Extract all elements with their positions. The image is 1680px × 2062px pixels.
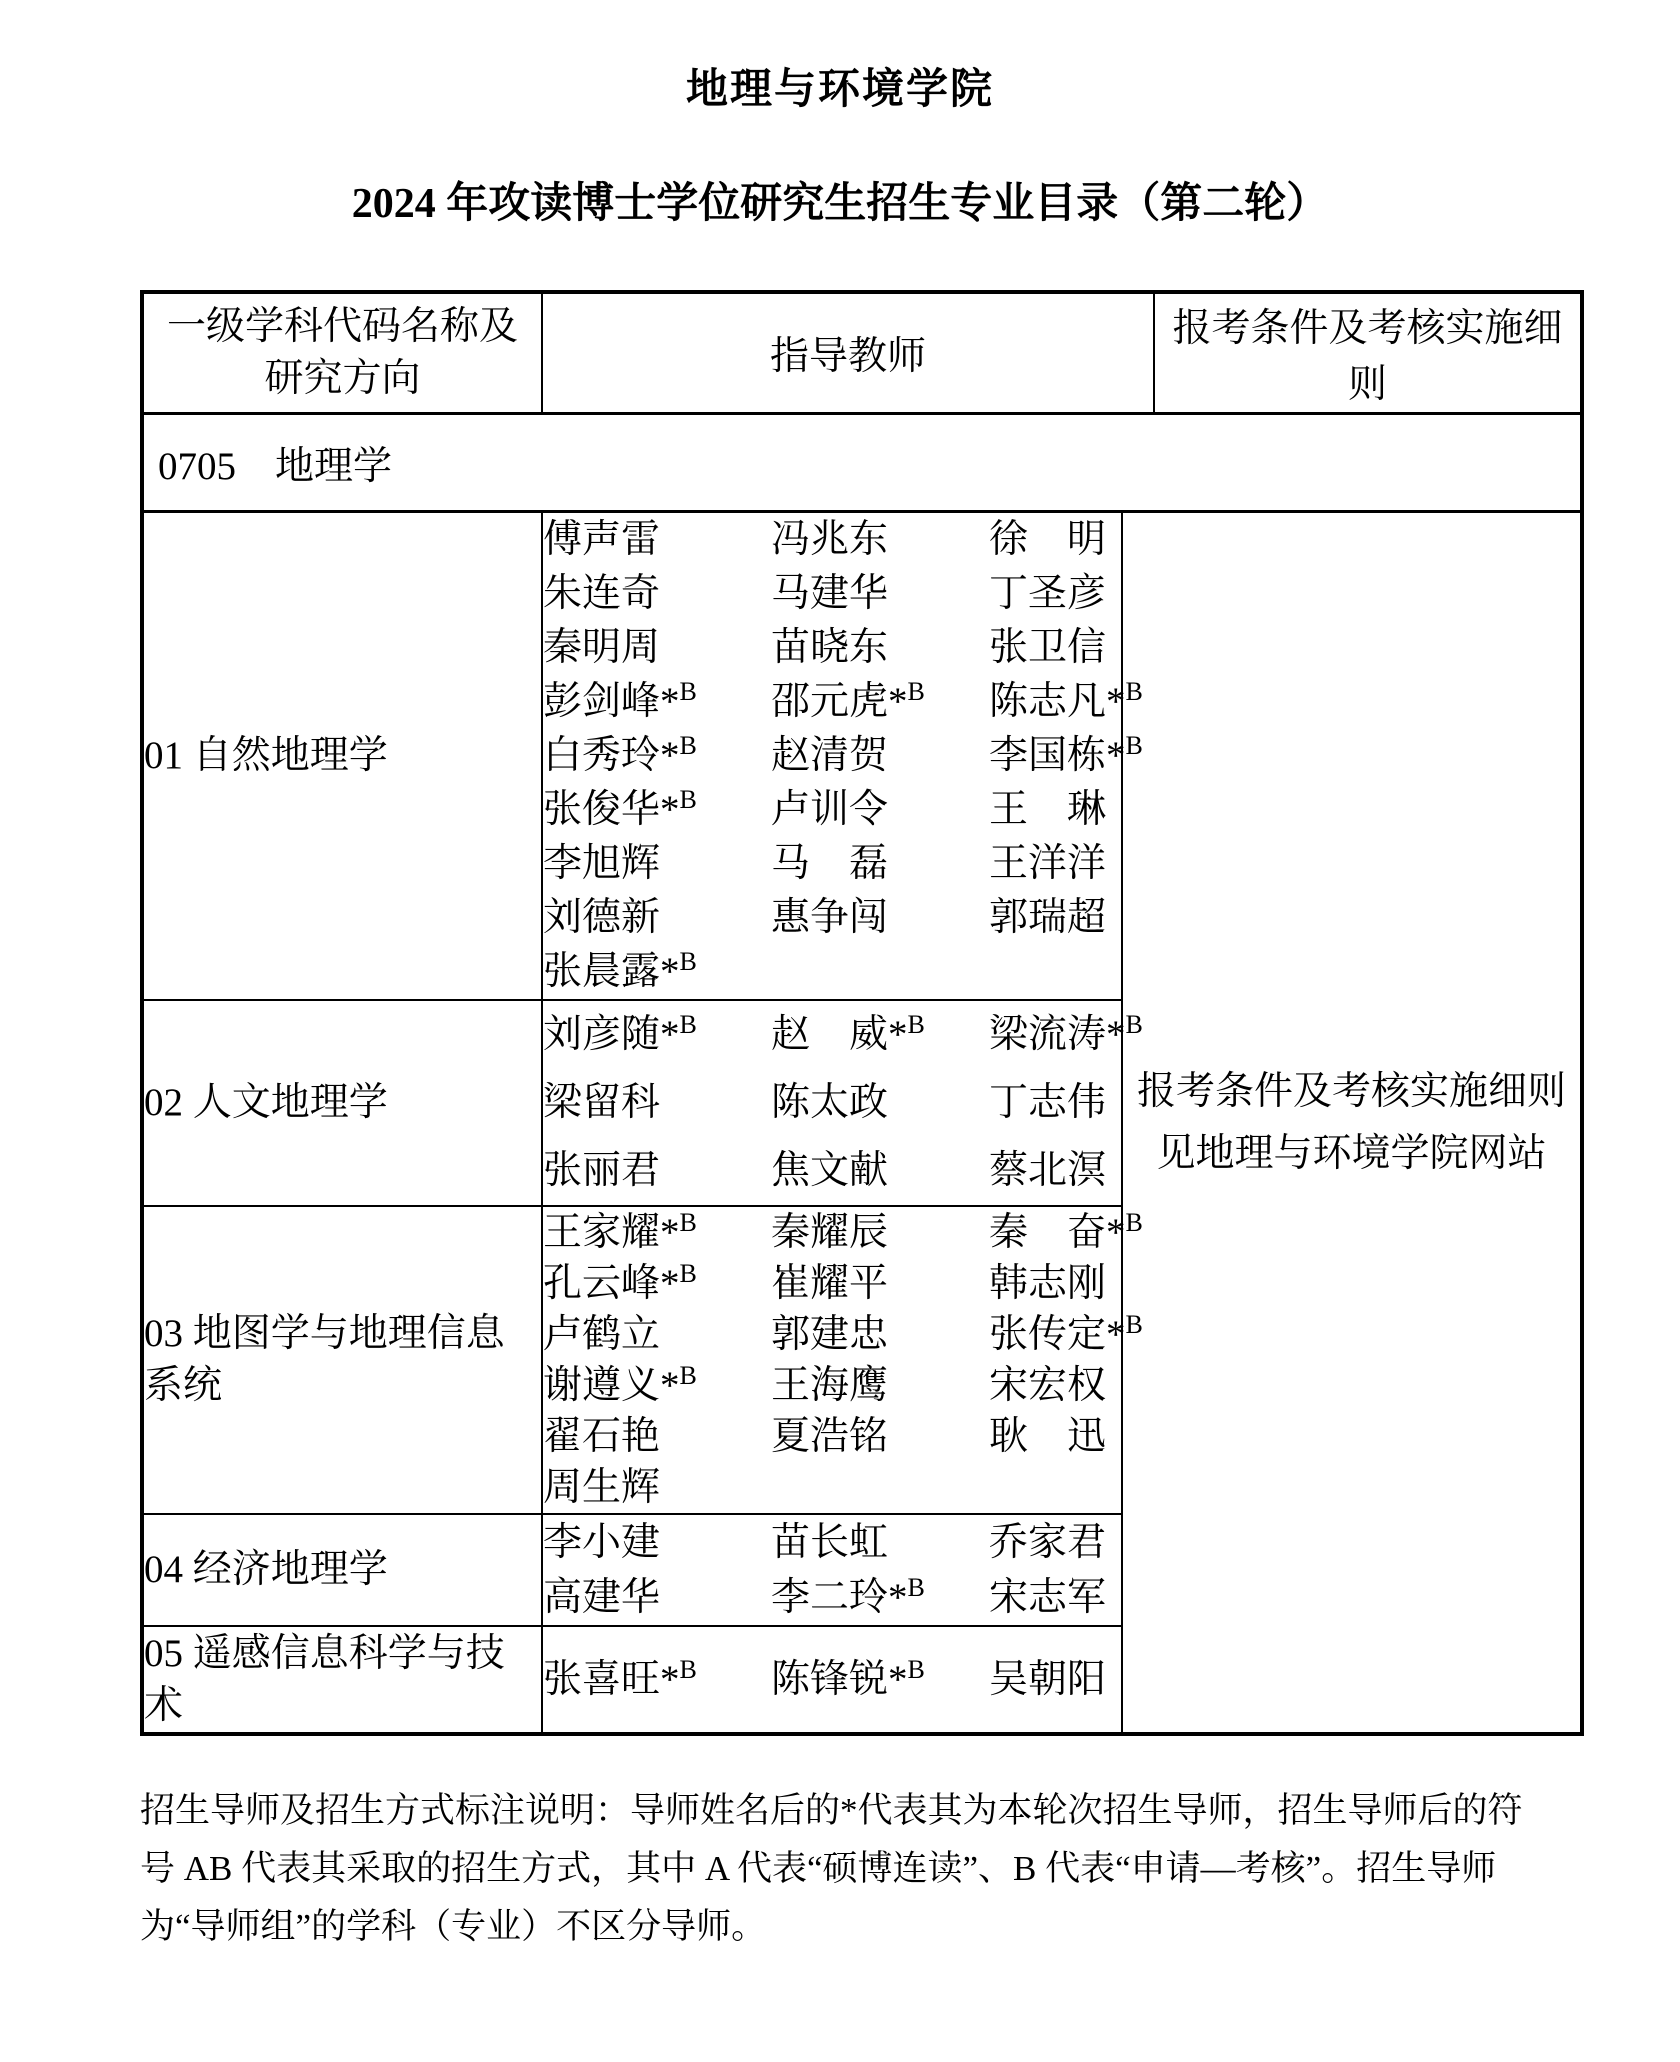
advisor-name: 梁流涛*$^B$ (989, 1010, 1143, 1056)
table-header-row (142, 292, 1582, 414)
advisor-name: 赵清贺 (771, 734, 889, 777)
advisor-name: 王海鹰 (771, 1364, 889, 1407)
footnote-line: 招生导师及招生方式标注说明：导师姓名后的*代表其为本轮次招生导师，招生导师后的符 (140, 1791, 1523, 1830)
advisor-name: 张丽君 (543, 1149, 661, 1192)
advisor-name: 耿 迅 (989, 1415, 1107, 1458)
advisor-mode-mark: *$^B$ (888, 1655, 925, 1701)
advisor-mode-mark: *$^B$ (660, 1655, 697, 1701)
advisor-mode-mark: *$^B$ (1106, 1310, 1143, 1356)
document-page (0, 60, 1680, 2062)
advisor-mode-mark: *$^B$ (1106, 731, 1143, 777)
advisor-name: 郭建忠 (771, 1313, 889, 1356)
section-row (142, 512, 1582, 1001)
advisor-name: 秦耀辰 (771, 1211, 889, 1254)
advisor-name: 陈太政 (771, 1081, 889, 1124)
advisor-name: 孔云峰*$^B$ (543, 1259, 697, 1305)
advisor-name: 翟石艳 (543, 1415, 661, 1458)
advisor-name: 吴朝阳 (989, 1658, 1107, 1701)
advisor-name: 乔家君 (989, 1521, 1107, 1564)
advisor-name: 丁圣彦 (989, 572, 1107, 615)
advisor-mode-mark: *$^B$ (1106, 677, 1143, 723)
advisor-name: 焦文献 (771, 1149, 889, 1192)
admission-catalog-table (140, 290, 1584, 1736)
advisor-name: 郭瑞超 (989, 896, 1107, 939)
advisor-name: 卢鹤立 (543, 1313, 661, 1356)
advisor-name: 宋宏权 (989, 1364, 1107, 1407)
advisor-name: 谢遵义*$^B$ (543, 1361, 697, 1407)
catalog-body (142, 512, 1582, 1735)
advisor-name: 崔耀平 (771, 1262, 889, 1305)
advisor-mode-mark: *$^B$ (660, 947, 697, 993)
discipline-code-name: 0705 地理学 (142, 414, 1582, 512)
header-advisors-column: 指导教师 (542, 292, 1154, 414)
advisor-name: 李小建 (543, 1521, 661, 1564)
advisors-cell (542, 1514, 1122, 1626)
advisor-mode-mark: *$^B$ (1106, 1010, 1143, 1056)
advisor-name: 刘彦随*$^B$ (543, 1010, 697, 1056)
advisor-mode-mark: *$^B$ (660, 1259, 697, 1305)
page-title: 地理与环境学院 (685, 67, 994, 113)
advisor-name: 蔡北溟 (989, 1149, 1107, 1192)
advisor-mode-mark: *$^B$ (660, 1010, 697, 1056)
advisor-name: 李旭辉 (543, 842, 661, 885)
advisor-name: 彭剑峰*$^B$ (543, 677, 697, 723)
advisor-name: 宋志军 (989, 1576, 1107, 1619)
header-requirements-column: 报考条件及考核实施细则 (1154, 292, 1582, 414)
page-subtitle: 2024 年攻读博士学位研究生招生专业目录（第二轮） (351, 181, 1329, 227)
advisor-name: 张喜旺*$^B$ (543, 1655, 697, 1701)
discipline-row (142, 414, 1582, 512)
advisor-name: 马 磊 (771, 842, 889, 885)
advisor-name: 陈志凡*$^B$ (989, 677, 1143, 723)
footnote-line: 号 AB 代表其采取的招生方式，其中 A 代表“硕博连读”、B 代表“申请—考核”。招生导师 (140, 1849, 1497, 1888)
advisor-mode-mark: *$^B$ (888, 677, 925, 723)
advisor-name: 王家耀*$^B$ (543, 1208, 697, 1254)
footnote-line: 为“导师组”的学科（专业）不区分导师。 (140, 1907, 767, 1946)
advisor-name: 徐 明 (989, 518, 1107, 561)
advisors-cell (542, 1626, 1122, 1734)
advisor-mode-mark: *$^B$ (660, 731, 697, 777)
section-label: 03 地图学与地理信息系统 (142, 1206, 542, 1514)
advisor-mode-mark: *$^B$ (660, 1208, 697, 1254)
advisors-cell (542, 1206, 1143, 1514)
advisor-name: 惠争闯 (771, 896, 889, 939)
advisor-name: 邵元虎*$^B$ (771, 677, 925, 723)
advisor-name: 秦 奋*$^B$ (989, 1208, 1143, 1254)
advisors-cell (542, 512, 1143, 1001)
advisor-name: 李国栋*$^B$ (989, 731, 1143, 777)
advisors-cell (542, 1000, 1143, 1206)
requirements-remark (1122, 512, 1582, 1735)
advisor-mode-mark: *$^B$ (660, 677, 697, 723)
advisor-name: 梁留科 (543, 1081, 661, 1124)
advisor-name: 白秀玲*$^B$ (543, 731, 697, 777)
advisor-name: 王洋洋 (989, 842, 1107, 885)
advisor-name: 张卫信 (989, 626, 1107, 669)
advisor-name: 苗长虹 (771, 1521, 889, 1564)
advisor-name: 秦明周 (543, 626, 661, 669)
advisor-mode-mark: *$^B$ (1106, 1208, 1143, 1254)
advisor-name: 马建华 (771, 572, 889, 615)
advisor-name: 刘德新 (543, 896, 661, 939)
advisor-name: 张传定*$^B$ (989, 1310, 1143, 1356)
requirements-remark-line: 见地理与环境学院网站 (1156, 1131, 1547, 1175)
advisor-name: 王 琳 (989, 788, 1107, 831)
advisor-mode-mark: *$^B$ (888, 1573, 925, 1619)
advisor-name: 朱连奇 (543, 572, 661, 615)
advisor-name: 赵 威*$^B$ (771, 1010, 925, 1056)
advisor-name: 周生辉 (543, 1466, 661, 1509)
advisor-name: 丁志伟 (989, 1081, 1107, 1124)
advisor-name: 张晨露*$^B$ (543, 947, 697, 993)
advisor-name: 傅声雷 (543, 518, 661, 561)
advisor-name: 陈锋锐*$^B$ (771, 1655, 925, 1701)
advisor-name: 李二玲*$^B$ (771, 1573, 925, 1619)
header-discipline-column: 一级学科代码名称及 研究方向 (142, 292, 542, 414)
section-label: 05 遥感信息科学与技术 (142, 1626, 542, 1734)
section-label: 01 自然地理学 (142, 512, 542, 1001)
advisor-name: 冯兆东 (771, 518, 889, 561)
advisor-mode-mark: *$^B$ (888, 1010, 925, 1056)
advisor-name: 卢训令 (771, 788, 889, 831)
advisor-name: 夏浩铭 (771, 1415, 889, 1458)
advisor-name: 韩志刚 (989, 1262, 1107, 1305)
advisor-name: 高建华 (543, 1576, 661, 1619)
advisor-name: 张俊华*$^B$ (543, 785, 697, 831)
advisor-name: 苗晓东 (771, 626, 889, 669)
advisor-mode-mark: *$^B$ (660, 1361, 697, 1407)
footnote (140, 1782, 1584, 1956)
section-label: 04 经济地理学 (142, 1514, 542, 1626)
section-label: 02 人文地理学 (142, 1000, 542, 1206)
requirements-remark-line: 报考条件及考核实施细则 (1137, 1069, 1567, 1113)
advisor-mode-mark: *$^B$ (660, 785, 697, 831)
